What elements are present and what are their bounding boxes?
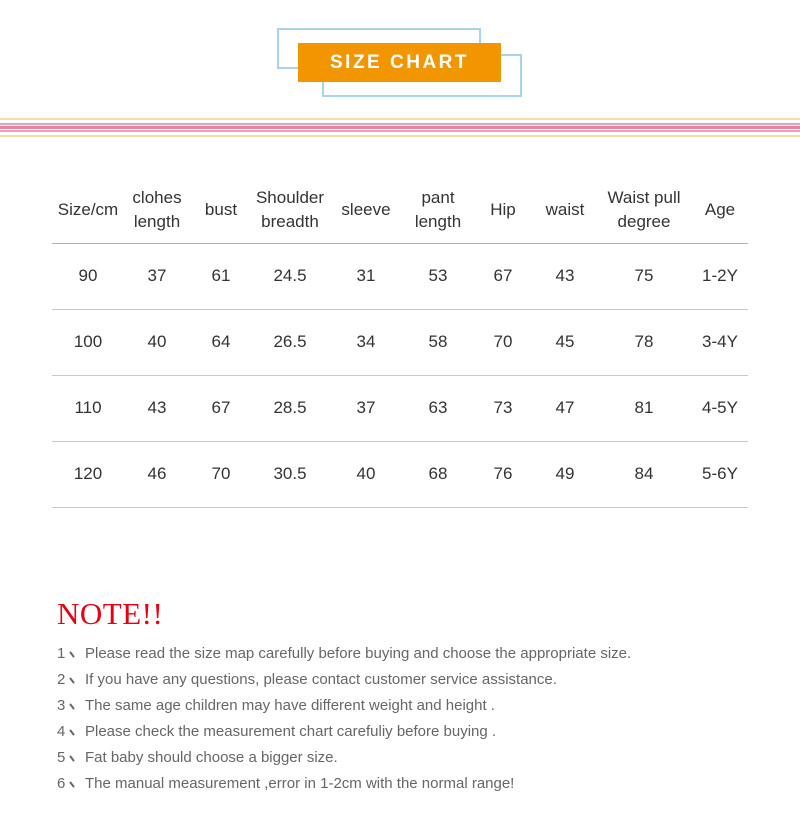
table-cell: 58 [428,332,448,351]
note-number: 5 [57,745,85,771]
note-item [57,771,757,797]
table-cell: 63 [428,398,448,417]
note-text: If you have any questions, please contact customer service assistance. [85,671,557,688]
size-chart-banner [0,0,800,110]
note-number: 6 [57,771,85,797]
table-cell: 53 [428,266,448,285]
table-cell: 61 [211,266,231,285]
table-row [52,375,748,441]
table-cell: 120 [73,464,103,483]
table-cell: 75 [634,266,654,285]
note-item [57,745,757,771]
table-cell: 46 [147,464,167,483]
enum-comma-icon [69,651,75,658]
enum-comma-icon [69,781,75,788]
note-text: The manual measurement ,error in 1-2cm with the normal range! [85,775,515,792]
table-cell: 47 [555,398,575,417]
note-text: Please check the measurement chart carefuliy before buying . [85,723,497,740]
table-cell: 76 [493,464,513,483]
enum-comma-icon [69,729,75,736]
table-row [52,441,748,507]
note-item [57,693,757,719]
table-cell: 70 [493,332,513,351]
note-item [57,641,757,667]
table-cell: 31 [356,266,376,285]
column-header-clothes-length: clohes length [132,188,182,232]
note-text: The same age children may have different weight and height . [85,697,495,714]
table-cell: 43 [147,398,167,417]
table-row [52,309,748,375]
table-cell: 49 [555,464,575,483]
table-cell: 78 [634,332,654,351]
table-cell: 70 [211,464,231,483]
table-cell: 67 [493,266,513,285]
note-section [57,596,757,797]
note-number: 3 [57,693,85,719]
table-cell: 67 [211,398,231,417]
table-cell: 40 [147,332,167,351]
banner-title: SIZE CHART [330,51,469,73]
note-text: Fat baby should choose a bigger size. [85,749,338,766]
table-row [52,243,748,309]
table-cell: 34 [356,332,376,351]
table-cell: 3-4Y [702,332,738,351]
column-header-hip: Hip [490,200,516,220]
table-cell: 24.5 [273,266,307,285]
table-cell: 4-5Y [702,398,738,417]
table-cell: 73 [493,398,513,417]
stripe-divider [0,118,800,137]
table-cell: 81 [634,398,654,417]
enum-comma-icon [69,703,75,710]
table-cell: 110 [74,398,102,417]
column-header-size: Size/cm [57,200,119,220]
table-cell: 64 [211,332,231,351]
table-cell: 37 [147,266,167,285]
note-heading: NOTE!! [57,596,164,631]
note-number: 2 [57,667,85,693]
column-header-pant-length: pant length [414,188,462,232]
note-number: 4 [57,719,85,745]
table-cell: 84 [634,464,654,483]
note-text: Please read the size map carefully before buying and choose the appropriate size. [85,645,632,662]
note-item [57,667,757,693]
table-cell: 68 [428,464,448,483]
table-cell: 43 [555,266,575,285]
size-table [52,160,748,508]
table-cell: 37 [356,398,376,417]
table-cell: 28.5 [273,398,307,417]
column-header-age: Age [704,200,736,220]
table-cell: 40 [356,464,376,483]
note-number: 1 [57,641,85,667]
table-header-row [52,160,748,243]
column-header-sleeve: sleeve [341,200,391,220]
column-header-waist-pull: Waist pull degree [607,188,681,232]
note-list [57,641,757,797]
enum-comma-icon [69,677,75,684]
note-item [57,719,757,745]
table-cell: 90 [78,266,98,285]
table-cell: 1-2Y [702,266,738,285]
table-cell: 30.5 [273,464,307,483]
table-cell: 26.5 [273,332,307,351]
enum-comma-icon [69,755,75,762]
table-cell: 5-6Y [702,464,738,483]
table-cell: 100 [73,332,103,351]
size-chart-badge [298,43,501,82]
column-header-bust: bust [204,200,238,220]
stripe-line [0,135,800,137]
column-header-shoulder: Shoulder breadth [255,188,325,232]
table-cell: 45 [555,332,575,351]
column-header-waist: waist [545,200,585,220]
